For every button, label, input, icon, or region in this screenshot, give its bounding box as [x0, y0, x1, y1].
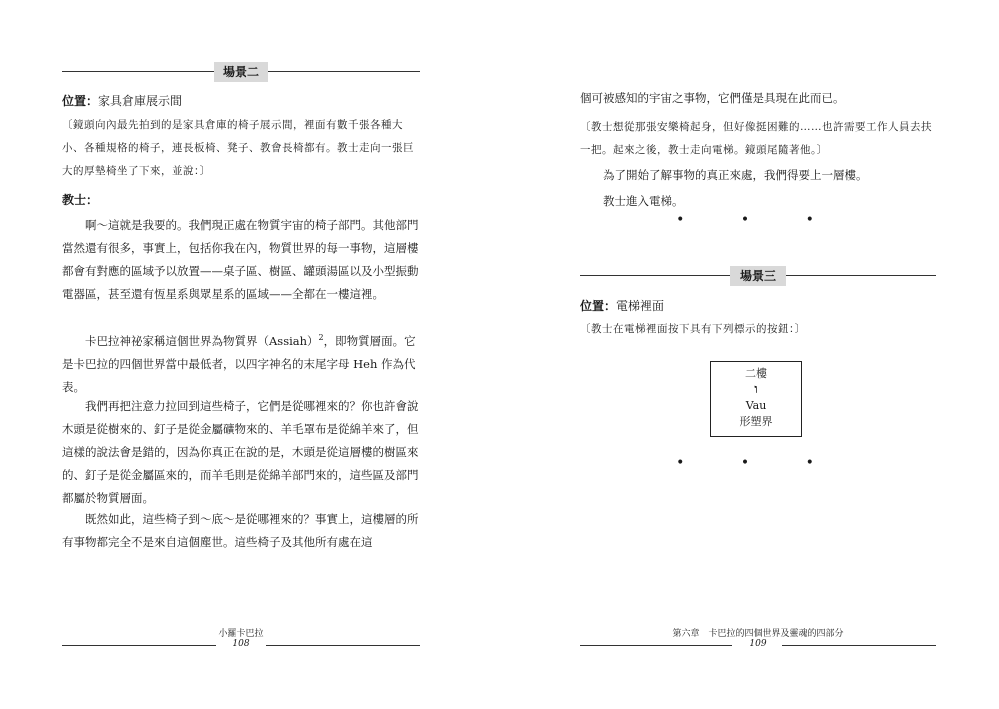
speaker-label: 教士：: [62, 193, 99, 207]
button-letter-name: Vau: [745, 399, 767, 412]
body-paragraph-1: 為了開始了解事物的真正來處，我們得要上一層樓。: [603, 168, 868, 182]
button-floor: 二樓: [745, 367, 767, 380]
location-value: 電梯裡面: [616, 299, 665, 313]
scene-two-header: [62, 62, 420, 82]
footer-title: 小羅卡巴拉: [218, 629, 264, 639]
button-hebrew-letter: ו: [754, 382, 758, 397]
stage-direction-2: 〔教士在電梯裡面按下具有下列標示的按鈕：〕: [580, 323, 806, 335]
header-rule-left: [580, 275, 730, 276]
paragraph-2-start: 卡巴拉神祕家稱這個世界為物質界（Assiah）: [85, 333, 319, 348]
right-page: [580, 0, 936, 709]
scene-three-header: [580, 266, 936, 286]
continued-text: 個可被感知的宇宙之事物，它們僅是具現在此而已。: [580, 91, 845, 105]
location-value: 家具倉庫展示間: [98, 94, 183, 108]
footer-title: 第六章 卡巴拉的四個世界及靈魂的四部分: [672, 629, 844, 639]
body-paragraph-1: 啊～這就是我要的。我們現正處在物質宇宙的椅子部門。其他部門當然還有很多，事實上，包括你我在內，物質世界的每一事物，這層樓都會有對應的區域予以放置——桌子區、樹區、罐頭湯區以及小型振動電器區，甚至還有恆星系與眾星系的區域——全都在一樓這裡。: [62, 218, 419, 301]
header-rule-right: [786, 275, 936, 276]
left-page: [62, 0, 420, 709]
body-paragraph-2: [62, 326, 420, 399]
scene-title: 場景三: [730, 266, 786, 286]
body-paragraph-3: 我們再把注意力拉回到這些椅子，它們是從哪裡來的？你也許會說木頭是從樹來的、釘子是從金屬礦物來的、羊毛罩布是從綿羊來了，但這樣的說法會是錯的，因為你真正在說的是，木頭是從這層樓的樹區來的、釘子是從金屬區來的，而羊毛則是從綿羊部門來的，這些區及部門都屬於物質層面。: [62, 399, 419, 505]
page-number: 108: [232, 639, 250, 649]
footer-rule-right: [266, 645, 420, 646]
scene-title: 場景二: [214, 62, 268, 82]
header-rule-right: [268, 71, 420, 72]
footer-rule-right: [782, 645, 936, 646]
section-break-dots: • • •: [676, 212, 840, 228]
location-line: [62, 92, 182, 109]
header-rule-left: [62, 71, 214, 72]
paragraph-2-rest: ，即物質層面。它是卡巴拉的四個世界當中最低者，以四字神名的末尾字母 Heh 作為代表。: [62, 333, 416, 394]
section-break-dots-2: • • •: [676, 455, 840, 471]
location-label: 位置：: [580, 299, 617, 313]
stage-direction: 〔鏡頭向內最先拍到的是家具倉庫的椅子展示間，裡面有數千張各種大小、各種規格的椅子，連長板椅、凳子、教會長椅都有。教士走向一張巨大的厚墊椅坐了下來，並說：〕: [62, 119, 414, 177]
button-world: 形塑界: [739, 415, 773, 428]
location-label: 位置：: [62, 94, 99, 108]
stage-direction-1: 〔教士想從那張安樂椅起身，但好像挺困難的……也許需要工作人員去扶一把。起來之後，教士走向電梯。鏡頭尾隨著他。〕: [580, 121, 932, 156]
body-paragraph-2: 教士進入電梯。: [603, 194, 684, 208]
location-line: [580, 297, 664, 314]
body-paragraph-4: 既然如此，這些椅子到～底～是從哪裡來的？事實上，這樓層的所有事物都完全不是來自這個塵世。這些椅子及其他所有處在這: [62, 512, 419, 549]
footnote-marker: 2: [318, 333, 324, 342]
elevator-button-label: [710, 361, 802, 437]
page-number: 109: [749, 639, 767, 649]
